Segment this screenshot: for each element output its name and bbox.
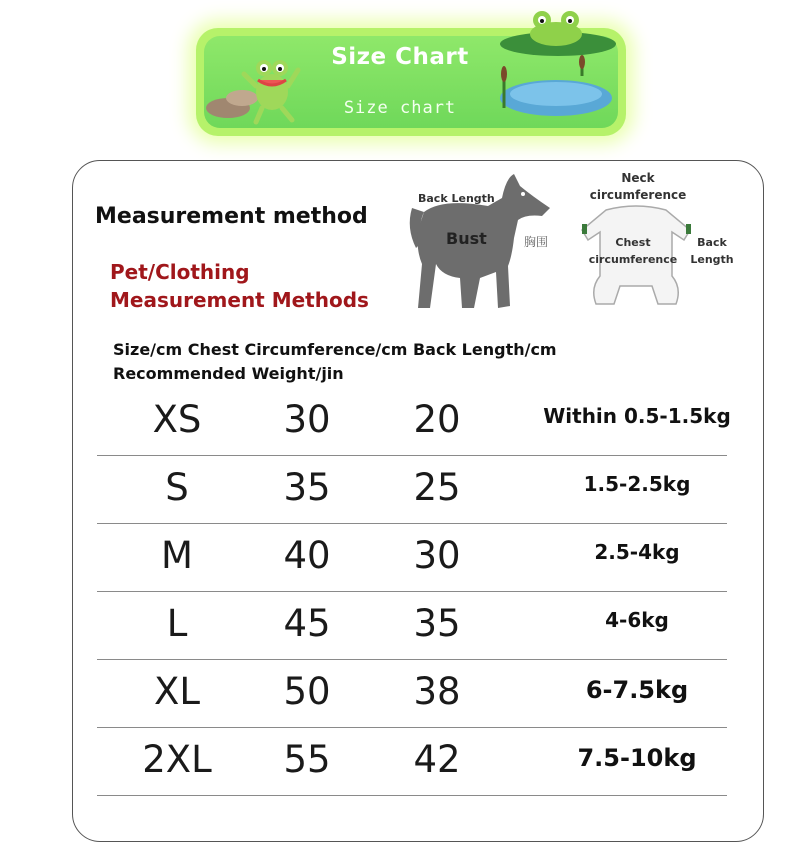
banner-subtitle: Size chart [343, 98, 457, 118]
table-row [97, 728, 727, 796]
chest-circumference-label [584, 234, 682, 268]
row-chest: 50 [283, 670, 331, 713]
row-size: XS [152, 398, 202, 441]
pet-clothing-heading [110, 258, 369, 314]
measurement-method-title: Measurement method [95, 204, 368, 229]
table-row [97, 660, 727, 728]
bust-label: Bust [446, 229, 487, 248]
pet-clothing-line2: Measurement Methods [110, 288, 369, 312]
row-weight: 2.5-4kg [594, 540, 680, 564]
banner-title: Size Chart [331, 44, 469, 70]
table-row [97, 524, 727, 592]
neck-line2: circumference [589, 188, 687, 202]
row-back: 35 [413, 602, 461, 645]
row-weight: 7.5-10kg [577, 744, 697, 772]
row-back: 20 [413, 398, 461, 441]
row-size: M [161, 534, 193, 577]
row-back: 42 [413, 738, 461, 781]
back-length-label: Back Length [418, 192, 495, 205]
row-chest: 35 [283, 466, 331, 509]
row-size: S [165, 466, 189, 509]
back-line2: Length [690, 253, 734, 266]
row-chest: 40 [283, 534, 331, 577]
neck-circumference-label [584, 170, 692, 204]
row-chest: 30 [283, 398, 331, 441]
row-back: 38 [413, 670, 461, 713]
row-weight: Within 0.5-1.5kg [543, 404, 731, 428]
row-divider [97, 795, 727, 796]
table-row [97, 388, 731, 456]
row-weight: 4-6kg [605, 608, 669, 632]
chest-line2: circumference [588, 253, 678, 266]
table-row [97, 592, 727, 660]
table-header-line2: Recommended Weight/jin [113, 364, 344, 383]
row-chest: 45 [283, 602, 331, 645]
neck-line1: Neck [621, 171, 655, 185]
row-weight: 6-7.5kg [585, 676, 689, 704]
row-weight: 1.5-2.5kg [583, 472, 691, 496]
row-back: 25 [413, 466, 461, 509]
row-size: 2XL [142, 738, 212, 781]
bust-cn-label: 胸围 [524, 235, 549, 249]
table-header-line1: Size/cm Chest Circumference/cm Back Length/cm [113, 340, 557, 359]
row-chest: 55 [283, 738, 331, 781]
table-row [97, 456, 727, 524]
chest-line1: Chest [615, 236, 651, 249]
back-line1: Back [697, 236, 727, 249]
shirt-back-length-label [690, 234, 734, 268]
pet-clothing-line1: Pet/Clothing [110, 260, 250, 284]
row-size: L [166, 602, 188, 645]
row-back: 30 [413, 534, 461, 577]
row-size: XL [154, 670, 200, 713]
